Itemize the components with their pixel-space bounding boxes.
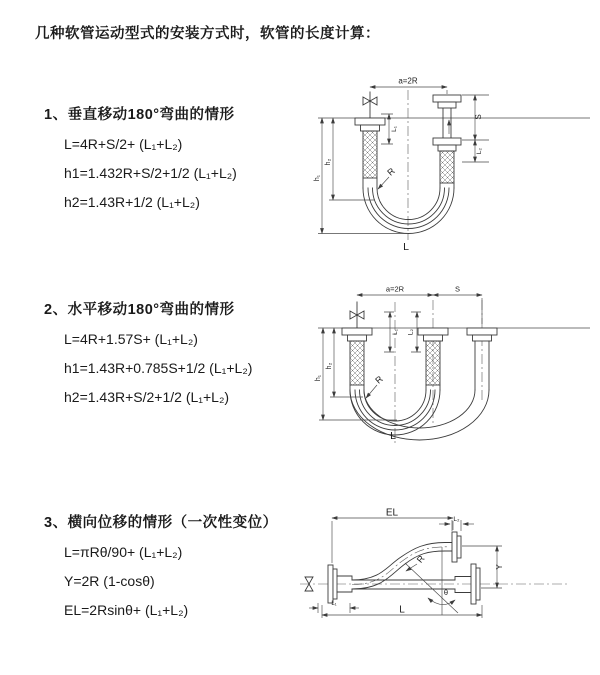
dim-label-a2r: a=2R — [385, 284, 405, 294]
dim-label-el: EL — [385, 507, 399, 519]
section-1-formulas — [64, 130, 314, 217]
radius-label: R — [373, 373, 385, 386]
formula-length: L=4R+S/2+ (L₁+L₂) — [64, 136, 183, 152]
section-lateral-displacement — [44, 511, 314, 625]
dim-label-h2: h₂ — [325, 158, 332, 166]
dim-label-y: Y — [495, 564, 504, 570]
flange — [433, 95, 461, 102]
dim-label-l1: L₁ — [392, 329, 399, 335]
section-1-heading: 1、垂直移动180°弯曲的情形 — [44, 107, 235, 123]
page-title: 几种软管运动型式的安装方式时，软管的长度计算： — [35, 26, 380, 42]
section-2-formulas — [64, 325, 314, 412]
radius-label: R — [414, 553, 427, 565]
length-label: L — [390, 430, 396, 442]
dim-label-l1: L₁ — [391, 126, 398, 132]
formula-h2: h2=1.43R+S/2+1/2 (L₁+L₂) — [64, 389, 230, 405]
flange — [333, 569, 337, 599]
section-3-formulas — [64, 538, 314, 625]
dim-label-l1: L₁ — [331, 601, 337, 607]
dim-label-l2: L₂ — [476, 147, 483, 155]
flange — [418, 328, 448, 335]
flange — [424, 335, 443, 341]
section-horizontal-180 — [44, 298, 314, 412]
flange — [438, 102, 456, 108]
braided-hose — [440, 151, 454, 183]
diagram-horizontal-180 — [305, 278, 595, 463]
flange — [457, 536, 461, 558]
formula-h1: h1=1.432R+S/2+1/2 (L₁+L₂) — [64, 165, 237, 181]
radius-label: R — [385, 165, 397, 178]
flange — [342, 328, 372, 335]
flange — [348, 335, 367, 341]
formula-h1: h1=1.43R+0.785S+1/2 (L₁+L₂) — [64, 360, 253, 376]
section-3-heading: 3、横向位移的情形（一次性变位） — [44, 515, 278, 531]
formula-length: L=πRθ/90+ (L₁+L₂) — [64, 544, 183, 560]
formula-h2: h2=1.43R+1/2 (L₁+L₂) — [64, 194, 200, 210]
flange — [328, 565, 333, 603]
dim-label-h1: h₁ — [314, 174, 321, 182]
diagram-3-drawing — [295, 505, 600, 650]
dim-label-h1: h₁ — [315, 374, 322, 382]
section-2-heading: 2、水平移动180°弯曲的情形 — [44, 302, 235, 318]
formula-y: Y=2R (1-cosθ) — [64, 573, 155, 589]
dim-label-l2: L₂ — [407, 328, 415, 336]
braided-hose — [350, 341, 364, 385]
formula-length: L=4R+1.57S+ (L₁+L₂) — [64, 331, 198, 347]
diagram-lateral-displacement — [295, 505, 600, 650]
length-label: L — [399, 604, 405, 616]
dim-label-s: S — [454, 284, 461, 294]
flange — [467, 328, 497, 335]
braided-hose — [426, 341, 440, 385]
section-vertical-180 — [44, 103, 314, 217]
diagram-vertical-180 — [305, 70, 595, 265]
dim-label-h2: h₂ — [326, 362, 333, 370]
diagram-1-drawing — [305, 70, 595, 265]
flange — [355, 118, 385, 125]
flange — [471, 564, 476, 604]
dim-label-a2r: a=2R — [398, 76, 418, 86]
flange — [438, 145, 456, 151]
length-label: L — [403, 241, 409, 253]
flange — [361, 125, 380, 131]
dim-label-l2: L₂ — [453, 516, 460, 523]
dim-label-s: S — [474, 114, 483, 120]
formula-el: EL=2Rsinθ+ (L₁+L₂) — [64, 602, 189, 618]
flange — [452, 532, 457, 562]
angle-label: θ — [443, 588, 449, 597]
flange — [433, 138, 461, 145]
flange — [476, 568, 480, 600]
diagram-2-drawing — [305, 278, 595, 463]
flange — [473, 335, 492, 341]
braided-hose — [363, 131, 377, 178]
hose-displaced — [352, 543, 445, 581]
